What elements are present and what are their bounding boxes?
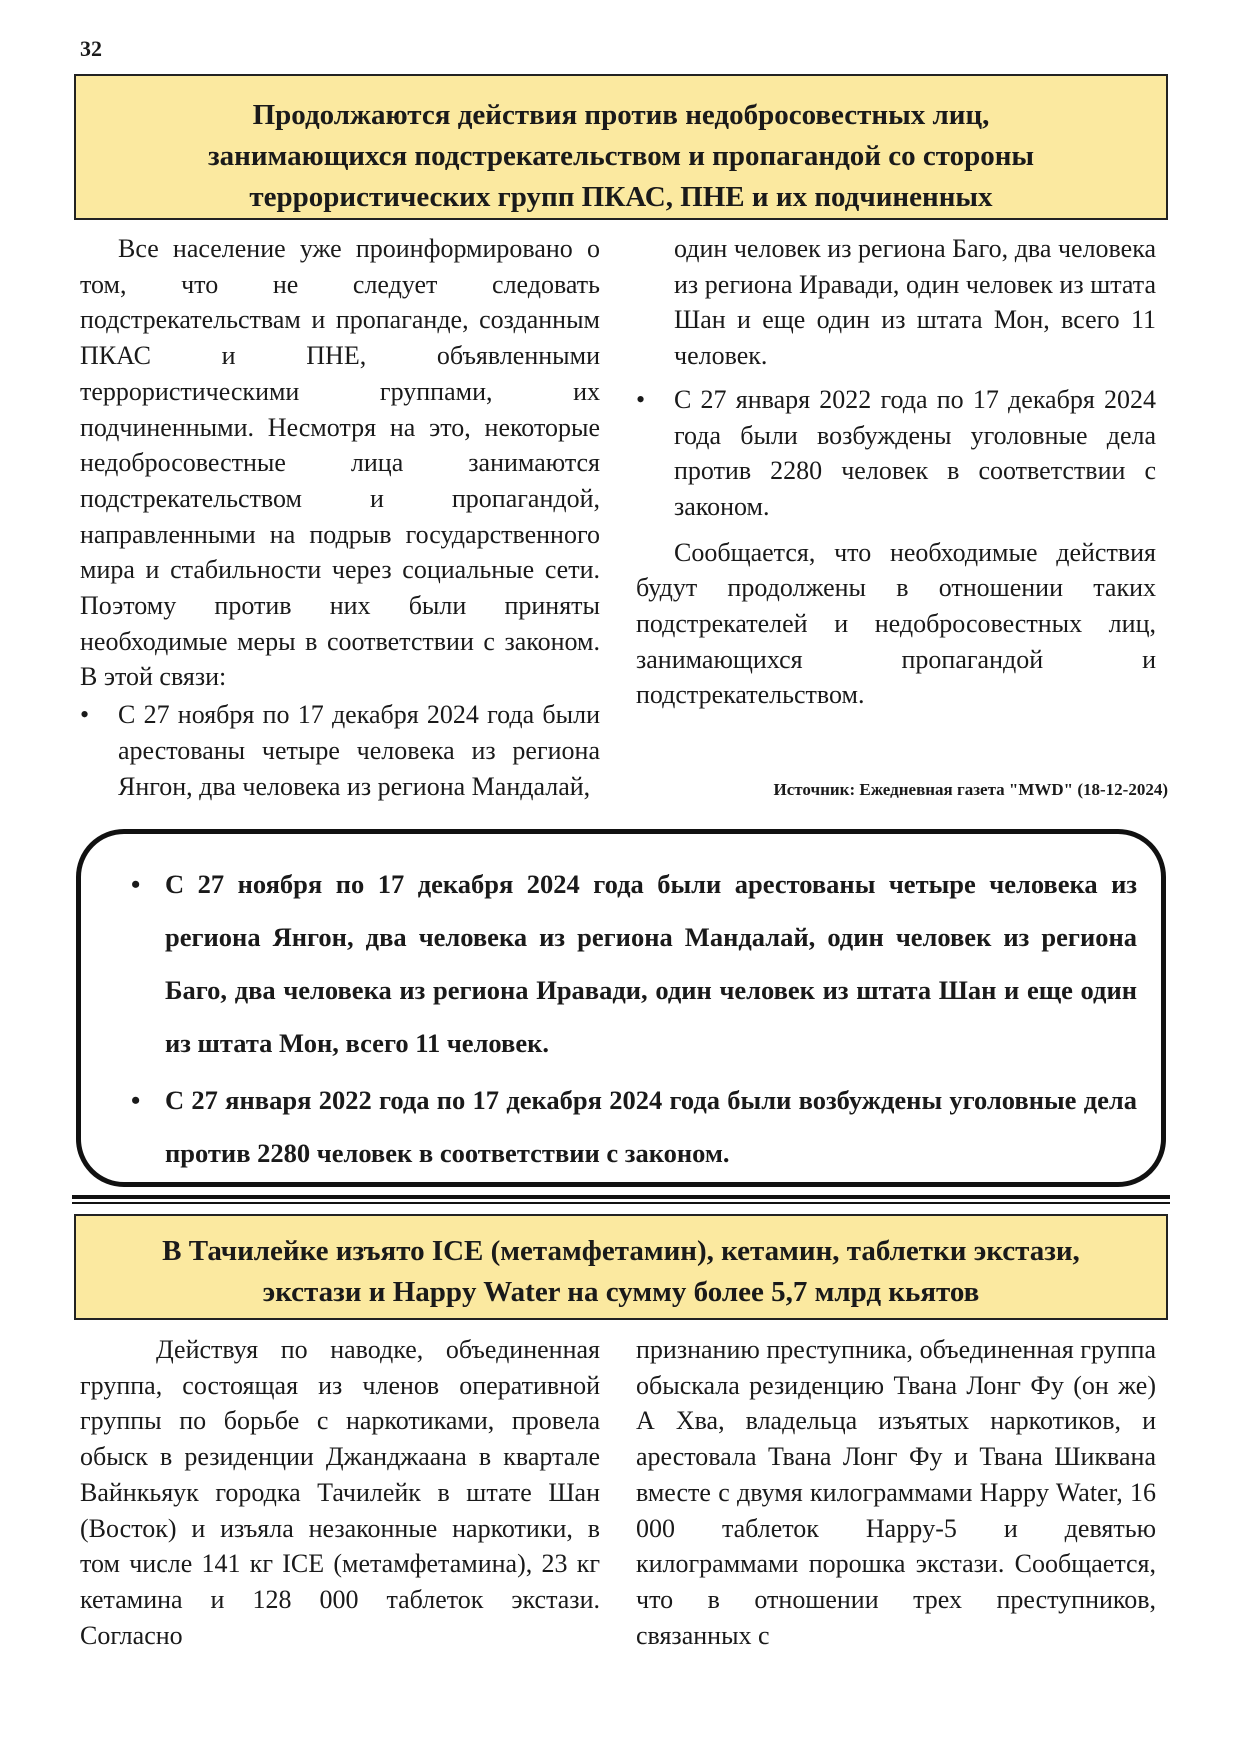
bullet-list [636,382,1156,525]
page-number: 32 [80,36,102,61]
bullet-text: С 27 ноября по 17 декабря 2024 года были арестованы четыре человека из региона Янгон, два человека из региона Мандалай, [118,700,600,801]
closing-paragraph: Сообщается, что необходимые действия будут продолжены в отношении таких подстрекателей и недобросовестных лиц, занимающихся пропагандой и подстрекательством. [636,537,1156,710]
separator-rule [72,1202,1170,1204]
separator-rule [72,1195,1170,1199]
summary-callout [76,829,1166,1187]
article-paragraph: Действуя по наводке, объединенная группа, состоящая из членов оперативной группы по борьбе с наркотиками, провела обыск в резиденции Джанджаана в квартале Вайнкьяук городка Тачилейк в штате Шан (Восток) и изъяла незаконные наркотики, в том числе 141 кг ICE (метамфетамина), 23 кг кетамина и 128 000 таблеток экстази. Согласно [80,1335,600,1650]
list-item [131,858,1137,1070]
bullet-continuation: один человек из региона Баго, два человека из региона Иравади, один человек из штата Шан и еще один из штата Мон, всего 11 человек. [674,234,1156,371]
callout-text: С 27 января 2022 года по 17 декабря 2024 года были возбуждены уголовные дела против 2280 человек в соответствии с законом. [165,1085,1137,1168]
article-right-column [636,1332,1156,1653]
article-paragraph: признанию преступника, объединенная группа обыскала резиденцию Твана Лонг Фу (он же) А Хва, владельца изъятых наркотиков, и арестовала Твана Лонг Фу и Твана Шиквана вместе с двумя килограммами Happy Water, 16 000 таблеток Happy-5 и девятью килограммами порошка экстази. Сообщается, что в отношении трех преступников, связанных с [636,1335,1156,1650]
headline: Продолжаются действия против недобросовестных лиц, занимающихся подстрекательством и пропагандой со стороны террористических групп ПКАС, ПНЕ и их подчиненных [207,99,1035,213]
headline-box [74,1214,1168,1320]
intro-paragraph: Все население уже проинформировано о том, что не следует следовать подстрекательствам и пропаганде, созданным ПКАС и ПНЕ, объявленными террористическими группами, их подчиненными. Несмотря на это, некоторые недобросовестные лица занимаются подстрекательством и пропагандой, направленными на подрыв государственного мира и стабильности через социальные сети. Поэтому против них были приняты необходимые меры в соответствии с законом. В этой связи: [80,234,600,692]
bullet-text: С 27 января 2022 года по 17 декабря 2024 года были возбуждены уголовные дела против 2280 человек в соответствии с законом. [674,384,1156,521]
article-left-column [80,1332,600,1653]
article-left-column [80,231,600,804]
list-item [131,1074,1137,1180]
list-item [80,697,600,804]
bullet-list [80,697,600,804]
list-item [636,382,1156,525]
headline-box [74,74,1168,220]
callout-text: С 27 ноября по 17 декабря 2024 года были арестованы четыре человека из региона Янгон, два человека из региона Мандалай, один человек из региона Баго, два человека из региона Иравади, один человек из штата Шан и еще один из штата Мон, всего 11 человек. [165,869,1137,1058]
callout-list [131,858,1137,1180]
article-right-column [636,231,1156,713]
source-note: Источник: Ежедневная газета "MWD" (18-12-2024) [773,780,1168,799]
headline: В Тачилейке изъято ICE (метамфетамин), кетамин, таблетки экстази, экстази и Happy Water на сумму более 5,7 млрд кьятов [162,1235,1080,1308]
